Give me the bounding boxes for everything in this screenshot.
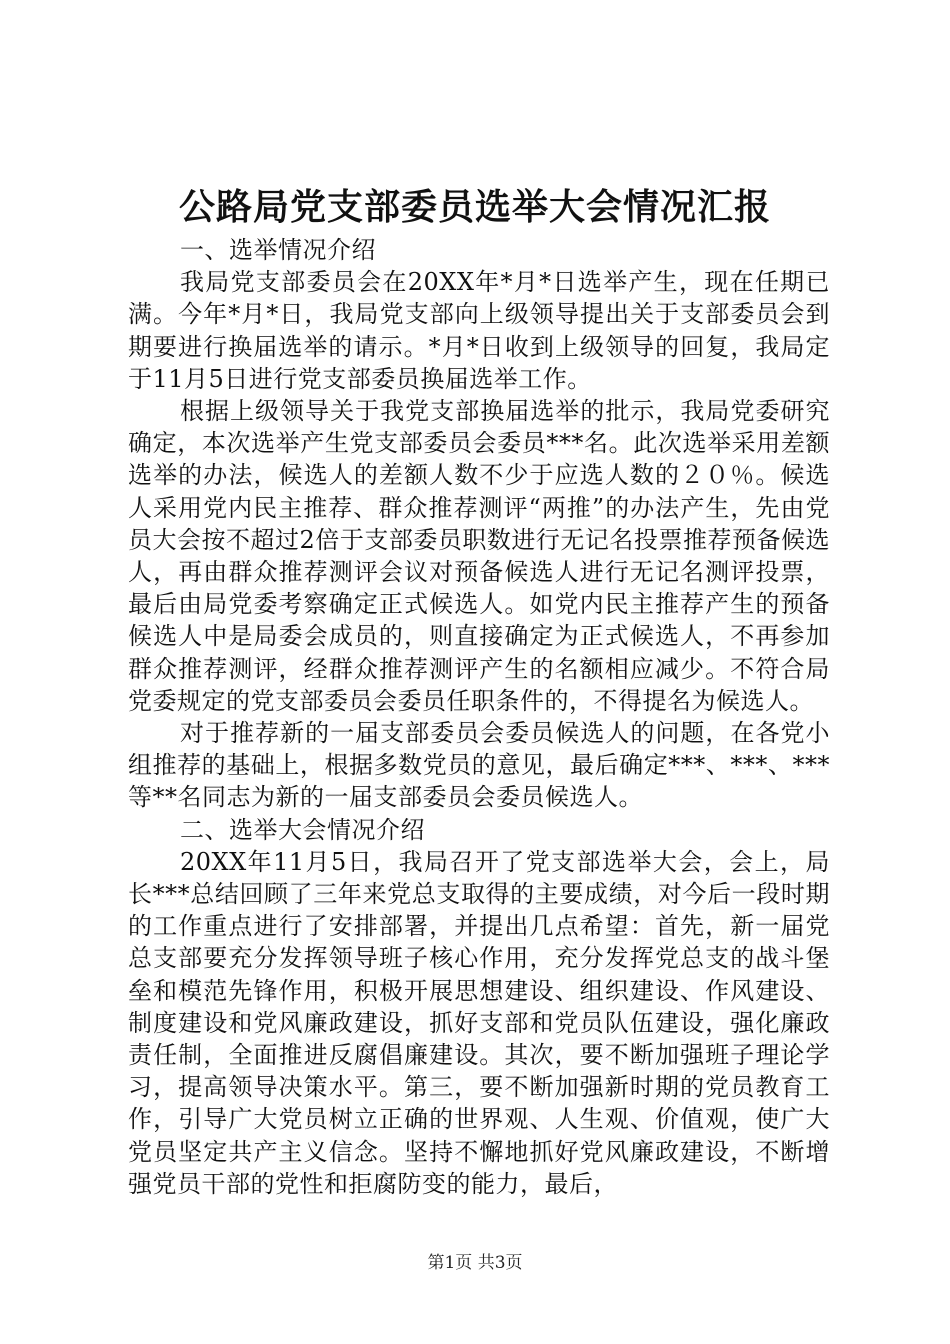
document-body [128, 234, 830, 1200]
paragraph-1: 我局党支部委员会在20XX年*月*日选举产生，现在任期已满。今年*月*日，我局党支部向上级领导提出关于支部委员会到期要进行换届选举的请示。*月*日收到上级领导的回复，我局定于11月5日进行党支部委员换届选举工作。 [128, 268, 830, 393]
page-footer: 第1页 共3页 [427, 1253, 523, 1273]
document-title: 公路局党支部委员选举大会情况汇报 [178, 186, 771, 228]
section-heading-2: 二、选举大会情况介绍 [180, 815, 425, 844]
paragraph-3: 对于推荐新的一届支部委员会委员候选人的问题，在各党小组推荐的基础上，根据多数党员的意见，最后确定***、***、***等**名同志为新的一届支部委员会委员候选人。 [128, 719, 830, 812]
paragraph-2: 根据上级领导关于我党支部换届选举的批示，我局党委研究确定，本次选举产生党支部委员会委员***名。此次选举采用差额选举的办法，候选人的差额人数不少于应选人数的２０％。候选人采用党内民主推荐、群众推荐测评“两推”的办法产生，先由党员大会按不超过2倍于支部委员职数进行无记名投票推荐预备候选人，再由群众推荐测评会议对预备候选人进行无记名测评投票，最后由局党委考察确定正式候选人。如党内民主推荐产生的预备候选人中是局委会成员的，则直接确定为正式候选人，不再参加群众推荐测评，经群众推荐测评产生的名额相应减少。不符合局党委规定的党支部委员会委员任职条件的，不得提名为候选人。 [128, 397, 830, 715]
section-heading-1: 一、选举情况介绍 [180, 236, 376, 264]
paragraph-4: 20XX年11月5日，我局召开了党支部选举大会，会上，局长***总结回顾了三年来党总支取得的主要成绩，对今后一段时期的工作重点进行了安排部署，并提出几点希望：首先，新一届党总支部要充分发挥领导班子核心作用，充分发挥党总支的战斗堡垒和模范先锋作用，积极开展思想建设、组织建设、作风建设、制度建设和党风廉政建设，抓好支部和党员队伍建设，强化廉政责任制，全面推进反腐倡廉建设。其次，要不断加强班子理论学习，提高领导决策水平。第三，要不断加强新时期的党员教育工作，引导广大党员树立正确的世界观、人生观、价值观，使广大党员坚定共产主义信念。坚持不懈地抓好党风廉政建设，不断增强党员干部的党性和拒腐防变的能力，最后， [128, 847, 830, 1198]
